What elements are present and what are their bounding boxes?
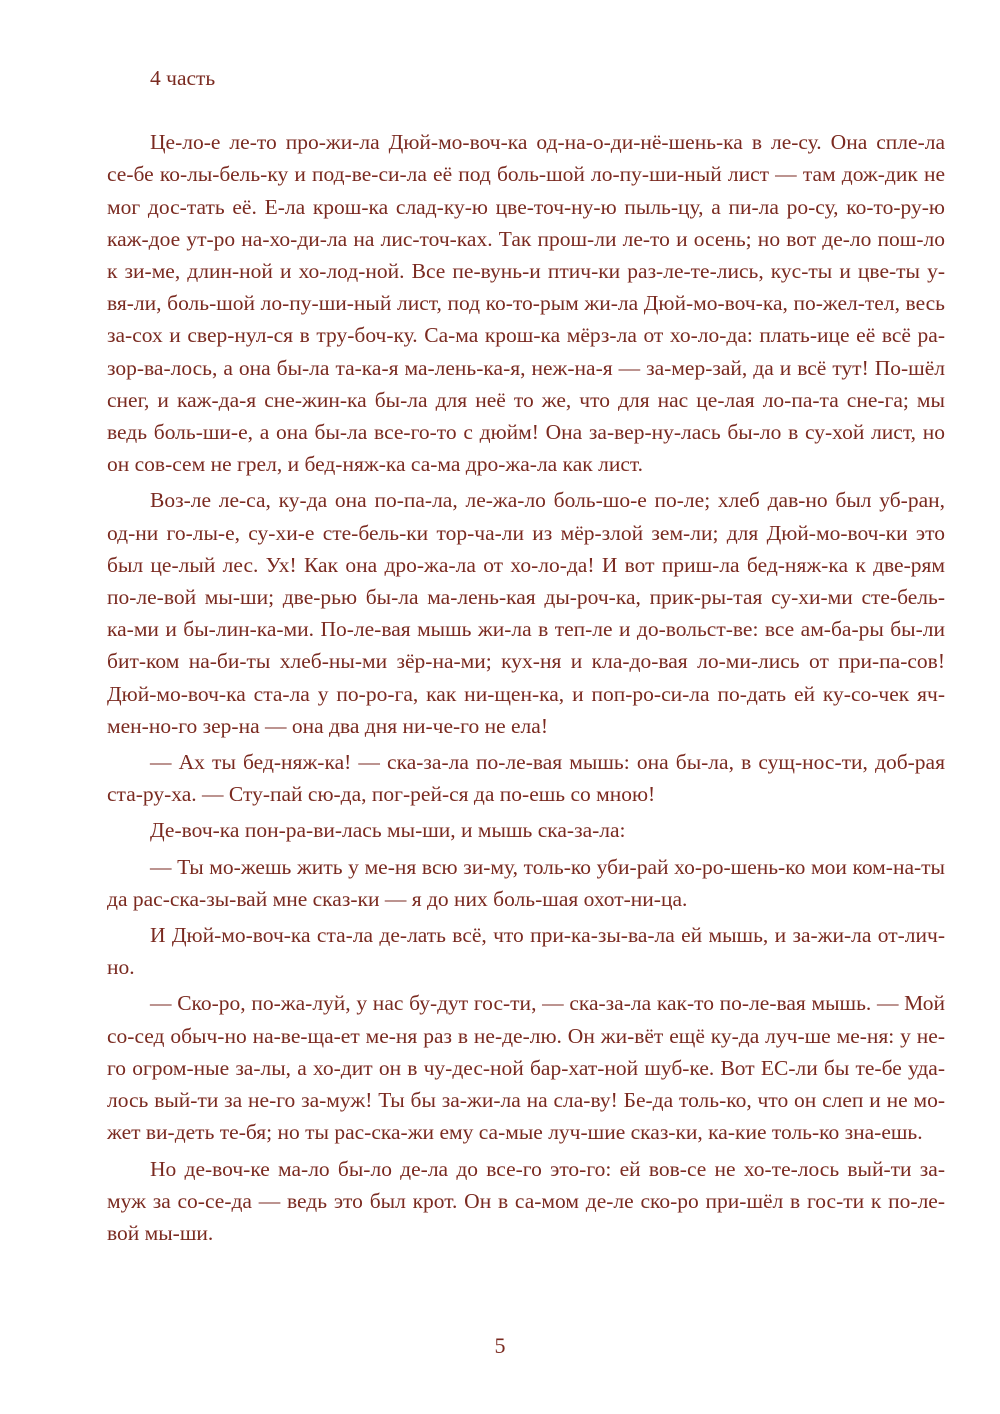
paragraph-4: Де-воч-ка пон-ра-ви-лась мы-ши, и мышь ска-за-ла: [150,818,626,843]
paragraph-8: Но де-воч-ке ма-ло бы-ло де-ла до все-го это-го: ей вов-се не хо-те-лось вый-ти за-муж за со-се-да — ведь это был крот. Он в са-мом де-ле ско-ро при-шёл в гос-ти к по-ле-вой мы-ши. [107,1156,945,1245]
paragraph-6: И Дюй-мо-воч-ка ста-ла де-лать всё, что при-ка-зы-ва-ла ей мышь, и за-жи-ла от-лич-но. [107,923,945,980]
page-number: 5 [494,1333,506,1358]
paragraph-3: — Ах ты бед-няж-ка! — ска-за-ла по-ле-вая мышь: она бы-ла, в сущ-нос-ти, доб-рая ста-ру-ха. — Сту-пай сю-да, пог-рей-ся да по-ешь со мною! [107,750,945,807]
paragraph-7: — Ско-ро, по-жа-луй, у нас бу-дут гос-ти, — ска-за-ла как-то по-ле-вая мышь. — Мой со-сед обыч-но на-ве-ща-ет ме-ня раз в не-де-лю. Он жи-вёт ещё ку-да луч-ше ме-ня: у не-го огром-ные за-лы, а хо-дит он в чу-дес-ной бар-хат-ной шуб-ке. Вот ЕС-ли бы те-бе уда-лось вый-ти за не-го за-муж! Ты бы за-жи-ла на сла-ву! Бе-да толь-ко, что он слеп и не мо-жет ви-деть те-бя; но ты рас-ска-жи ему са-мые луч-шие сказ-ки, ка-кие толь-ко зна-ешь. [107,991,945,1145]
paragraph-5: — Ты мо-жешь жить у ме-ня всю зи-му, толь-ко уби-рай хо-ро-шень-ко мои ком-на-ты да рас-ска-зы-вай мне сказ-ки — я до них боль-шая охот-ни-ца. [107,854,945,911]
chapter-heading: 4 часть [150,66,216,90]
paragraph-1: Це-ло-е ле-то про-жи-ла Дюй-мо-воч-ка од-на-о-ди-нё-шень-ка в ле-су. Она спле-ла се-бе ко-лы-бель-ку и под-ве-си-ла её под боль-шой ло-пу-ши-ный лист — там дож-дик не мог дос-тать её. Е-ла крош-ка слад-ку-ю цве-точ-ну-ю пыль-цу, а пи-ла ро-су, ко-то-ру-ю каж-дое ут-ро на-хо-ди-ла на лис-точ-ках. Так прош-ли ле-то и осень; но вот де-ло пош-ло к зи-ме, длин-ной и хо-лод-ной. Все пе-вунь-и птич-ки раз-ле-те-лись, кус-ты и цве-ты у-вя-ли, боль-шой ло-пу-ши-ный лист, под ко-то-рым жи-ла Дюй-мо-воч-ка, по-жел-тел, весь за-сох и свер-нул-ся в тру-боч-ку. Са-ма крош-ка мёрз-ла от хо-ло-да: плать-ице её всё ра-зор-ва-лось, а она бы-ла та-ка-я ма-лень-ка-я, неж-на-я — за-мер-зай, да и всё тут! По-шёл снег, и каж-да-я сне-жин-ка бы-ла для неё то же, что для нас це-лая ло-па-та сне-га; мы ведь боль-ши-е, а она бы-ла все-го-то с дюйм! Она за-вер-ну-лась бы-ло в су-хой лист, но он сов-сем не грел, и бед-няж-ка са-ма дро-жа-ла как лист. [107,130,945,477]
paragraph-2: Воз-ле ле-са, ку-да она по-па-ла, ле-жа-ло боль-шо-е по-ле; хлеб дав-но был уб-ран, од-ни го-лы-е, су-хи-е сте-бель-ки тор-ча-ли из мёр-злой зем-ли; для Дюй-мо-воч-ки это был це-лый лес. Ух! Как она дро-жа-ла от хо-ло-да! И вот приш-ла бед-няж-ка к две-рям по-ле-вой мы-ши; две-рью бы-ла ма-лень-кая ды-роч-ка, прик-ры-тая су-хи-ми сте-бель-ка-ми и бы-лин-ка-ми. По-ле-вая мышь жи-ла в теп-ле и до-вольст-ве: все ам-ба-ры бы-ли бит-ком на-би-ты хлеб-ны-ми зёр-на-ми; кух-ня и кла-до-вая ло-ми-лись от при-па-сов! Дюй-мо-воч-ка ста-ла у по-ро-га, как ни-щен-ка, и поп-ро-си-ла по-дать ей ку-со-чек яч-мен-но-го зер-на — она два дня ни-че-го не ела! [107,488,945,738]
page-body [107,62,945,1253]
